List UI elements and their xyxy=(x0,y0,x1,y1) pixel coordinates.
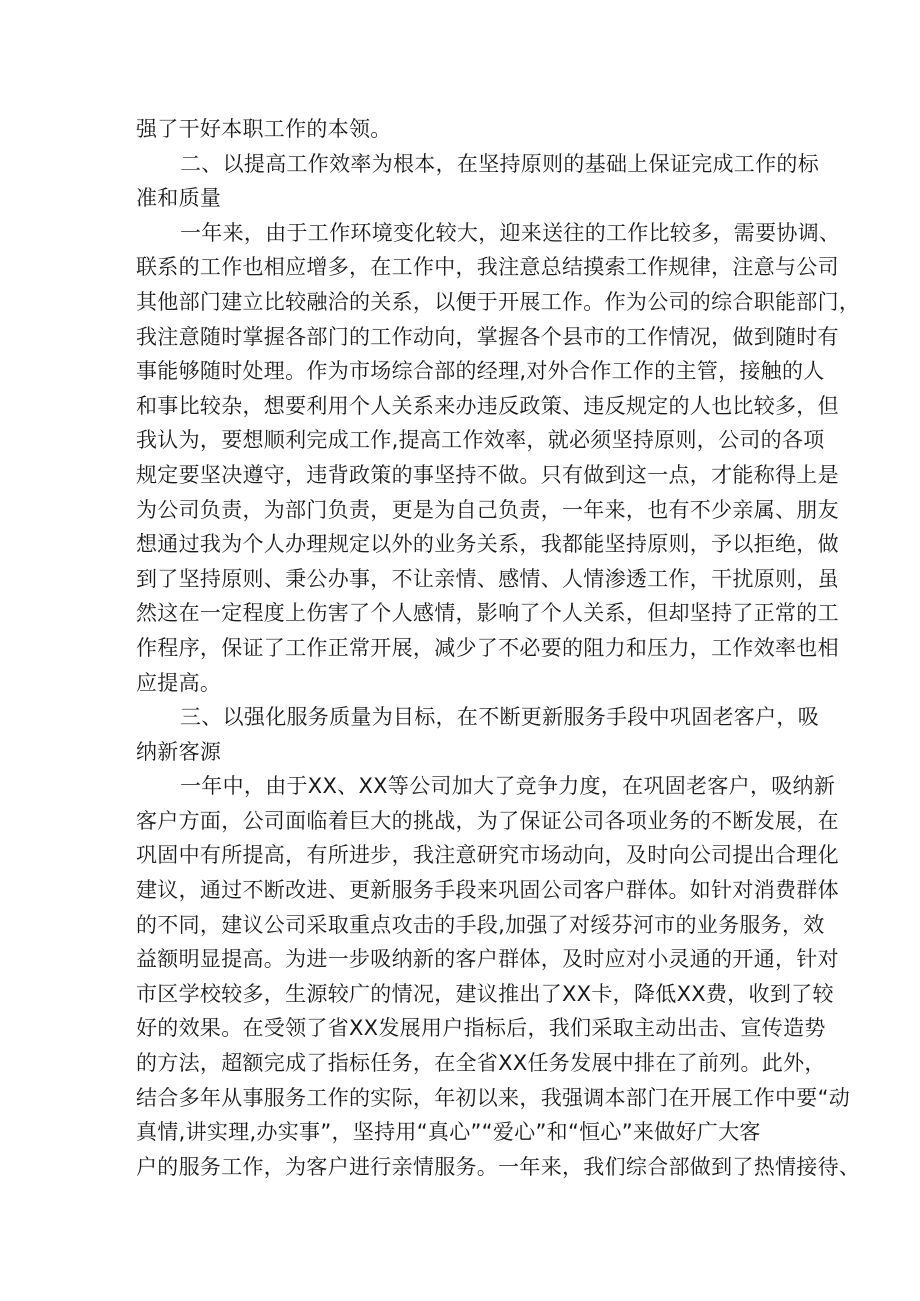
text-line: 益额明显提高。为进一步吸纳新的客户群体，及时应对小灵通的开通，针对 xyxy=(136,947,839,972)
text-line: 一年来，由于工作环境变化较大，迎来送往的工作比较多，需要协调、 xyxy=(180,220,841,245)
text-line: 我注意随时掌握各部门的工作动向，掌握各个县市的工作情况，做到随时有 xyxy=(136,324,839,349)
text-line: 市区学校较多，生源较广的情况，建议推出了XX卡，降低XX费，收到了较 xyxy=(136,981,834,1006)
text-line: 规定要坚决遵守，违背政策的事坚持不做。只有做到这一点，才能称得上是 xyxy=(136,462,839,487)
text-line: 建议，通过不断改进、更新服务手段来巩固公司客户群体。如针对消费群体 xyxy=(136,878,839,903)
text-line: 好的效果。在受领了省XX发展用户指标后，我们采取主动出击、宣传造势 xyxy=(136,1016,826,1041)
text-line: 纳新客源 xyxy=(136,739,222,764)
text-line: 的不同，建议公司采取重点攻击的手段,加强了对绥芬河市的业务服务，效 xyxy=(136,912,825,937)
text-line: 的方法，超额完成了指标任务，在全省XX任务发展中排在了前列。此外， xyxy=(136,1051,826,1076)
text-line: 户的服务工作，为客户进行亲情服务。一年来，我们综合部做到了热情接待、 xyxy=(136,1154,861,1179)
text-line: 事能够随时处理。作为市场综合部的经理,对外合作工作的主管，接触的人 xyxy=(136,359,825,384)
text-line: 其他部门建立比较融洽的关系，以便于开展工作。作为公司的综合职能部门， xyxy=(136,289,861,314)
text-line: 二、以提高工作效率为根本，在坚持原则的基础上保证完成工作的标 xyxy=(180,151,819,176)
text-line: 客户方面，公司面临着巨大的挑战，为了保证公司各项业务的不断发展，在 xyxy=(136,808,839,833)
text-line: 准和质量 xyxy=(136,186,222,211)
text-line: 三、以强化服务质量为目标，在不断更新服务手段中巩固老客户，吸 xyxy=(180,705,819,730)
text-line: 为公司负责，为部门负责，更是为自己负责，一年来，也有不少亲属、朋友 xyxy=(136,497,839,522)
text-line: 结合多年从事服务工作的实际，年初以来，我强调本部门在开展工作中要“动 xyxy=(136,1085,851,1110)
text-line: 一年中，由于XX、XX等公司加大了竞争力度，在巩固老客户，吸纳新 xyxy=(180,774,836,799)
text-line: 想通过我为个人办理规定以外的业务关系，我都能坚持原则，予以拒绝，做 xyxy=(136,532,839,557)
text-line: 真情,讲实理,办实事”，坚持用“真心”“爱心”和“恒心”来做好广大客 xyxy=(136,1120,761,1145)
text-line: 应提高。 xyxy=(136,670,222,695)
text-line: 联系的工作也相应增多，在工作中，我注意总结摸索工作规律，注意与公司 xyxy=(136,255,839,280)
text-line: 我认为，要想顺利完成工作,提高工作效率，就必须坚持原则，公司的各项 xyxy=(136,428,825,453)
text-line: 强了干好本职工作的本领。 xyxy=(136,117,392,141)
text-line: 然这在一定程度上伤害了个人感情，影响了个人关系，但却坚持了正常的工 xyxy=(136,601,839,626)
document-body xyxy=(136,112,861,1184)
text-line: 到了坚持原则、秉公办事，不让亲情、感情、人情渗透工作，干扰原则，虽 xyxy=(136,566,839,591)
text-line: 作程序，保证了工作正常开展，减少了不必要的阻力和压力，工作效率也相 xyxy=(136,635,839,660)
text-line: 巩固中有所提高，有所进步，我注意研究市场动向，及时向公司提出合理化 xyxy=(136,843,839,868)
text-line: 和事比较杂，想要利用个人关系来办违反政策、违反规定的人也比较多，但 xyxy=(136,393,839,418)
